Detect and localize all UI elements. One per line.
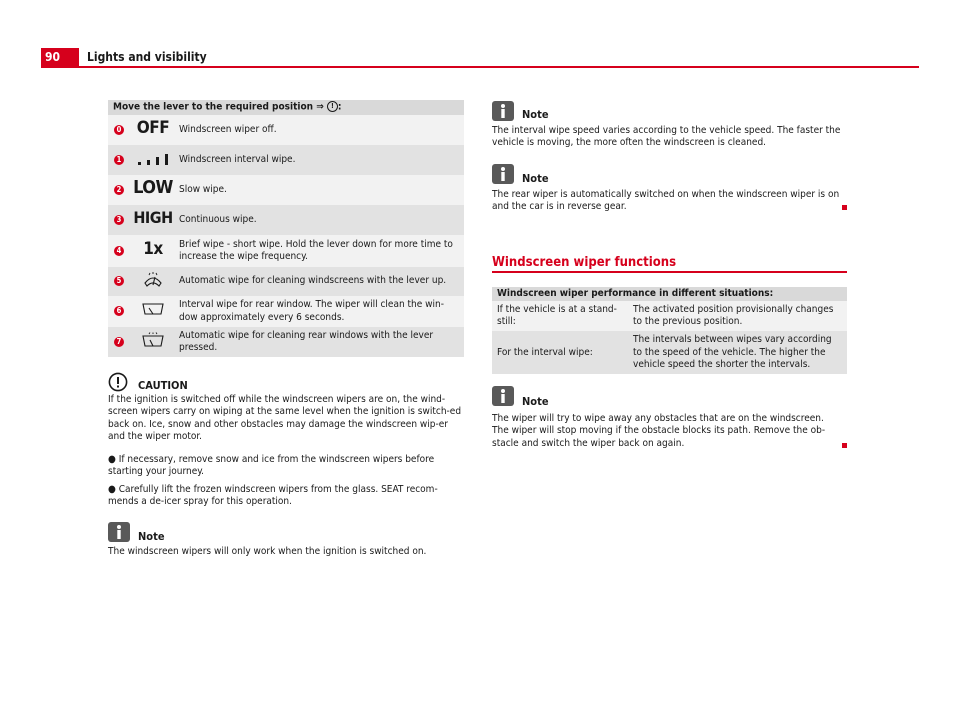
caution-title: CAUTION <box>138 379 188 392</box>
table-row <box>108 296 464 327</box>
note-icon <box>108 522 130 542</box>
end-marker <box>842 443 847 448</box>
table-row <box>108 267 464 296</box>
row-text: Interval wipe for rear window. The wiper will clean the win-dow approximately every 6 seconds. <box>176 296 464 327</box>
low-symbol: LOW <box>133 177 173 199</box>
table-row <box>108 175 464 205</box>
table-row <box>492 331 847 374</box>
behaviour-cell: The intervals between wipes vary according to the speed of the vehicle. The higher the vehicle speed the shorter the intervals. <box>628 331 847 374</box>
wiper-performance-table <box>492 287 847 374</box>
page-title: Lights and visibility <box>87 50 207 64</box>
section-rule <box>492 271 847 273</box>
position-number: 5 <box>114 276 124 286</box>
note-icon <box>492 164 514 184</box>
note-text: The wiper will try to wipe away any obstacles that are on the windscreen. The wiper will stop moving if the obstacle blocks its path. Remove the ob-stacle and switch the wiper back on again. <box>492 413 826 449</box>
page-number: 90 <box>41 48 79 67</box>
row-text: Continuous wipe. <box>176 205 464 235</box>
position-number: 4 <box>114 246 124 256</box>
position-number: 6 <box>114 306 124 316</box>
row-text: Slow wipe. <box>176 175 464 205</box>
row-text: Windscreen wiper off. <box>176 115 464 145</box>
table-row <box>108 205 464 235</box>
caution-text: If the ignition is switched off while the windscreen wipers are on, the wind-screen wipers carry on wiping at the same level when the ignition is switch-ed back on. Ice, snow and other obstacles may damage the windscreen wip-er and the wiper motor. <box>108 394 462 443</box>
note-title: Note <box>522 108 549 121</box>
situation-cell: If the vehicle is at a stand-still: <box>492 301 628 331</box>
caution-bullet: ● If necessary, remove snow and ice from the windscreen wipers before starting your journey. <box>108 454 435 478</box>
caution-icon <box>108 372 128 392</box>
note-title: Note <box>138 530 165 543</box>
note-text: The rear wiper is automatically switched on when the windscreen wiper is on and the car is in reverse gear. <box>492 189 840 213</box>
section-title: Windscreen wiper functions <box>492 255 677 270</box>
performance-table-heading: Windscreen wiper performance in different situations: <box>492 287 847 301</box>
single-wipe-symbol: 1x <box>143 239 163 260</box>
rear-wiper-icon <box>141 302 165 316</box>
position-number: 3 <box>114 215 124 225</box>
note-title: Note <box>522 395 549 408</box>
note-title: Note <box>522 172 549 185</box>
table-row <box>108 327 464 357</box>
note-text: The interval wipe speed varies according to the vehicle speed. The faster the vehicle is moving, the more often the windscreen is cleaned. <box>492 125 841 149</box>
header-rule <box>41 66 919 68</box>
off-symbol: OFF <box>136 118 170 139</box>
note-text: The windscreen wipers will only work when the ignition is switched on. <box>108 546 427 557</box>
row-text: Windscreen interval wipe. <box>176 145 464 175</box>
interval-bars-icon <box>136 151 170 165</box>
table-row <box>108 235 464 267</box>
situation-cell: For the interval wipe: <box>492 331 628 374</box>
rear-wash-icon <box>141 332 165 348</box>
behaviour-cell: The activated position provisionally changes to the previous position. <box>628 301 847 331</box>
table-row <box>108 145 464 175</box>
position-number: 7 <box>114 337 124 347</box>
lever-positions-table <box>108 100 464 357</box>
note-icon <box>492 101 514 121</box>
position-number: 0 <box>114 125 124 135</box>
row-text: Automatic wipe for cleaning rear windows with the lever pressed. <box>176 327 464 357</box>
position-number: 2 <box>114 185 124 195</box>
table-row <box>108 115 464 145</box>
reference-icon: ! <box>327 101 338 112</box>
position-number: 1 <box>114 155 124 165</box>
high-symbol: HIGH <box>133 208 173 228</box>
caution-bullet: ● Carefully lift the frozen windscreen wipers from the glass. SEAT recom-mends a de-icer spray for this operation. <box>108 484 438 508</box>
table-row <box>492 301 847 331</box>
row-text: Brief wipe - short wipe. Hold the lever down for more time to increase the wipe frequency. <box>176 235 464 267</box>
end-marker <box>842 205 847 210</box>
lever-table-heading: Move the lever to the required position ⇒ ! : <box>108 100 464 115</box>
row-text: Automatic wipe for cleaning windscreens with the lever up. <box>176 267 464 296</box>
note-icon <box>492 386 514 406</box>
windscreen-wash-icon <box>142 271 164 287</box>
